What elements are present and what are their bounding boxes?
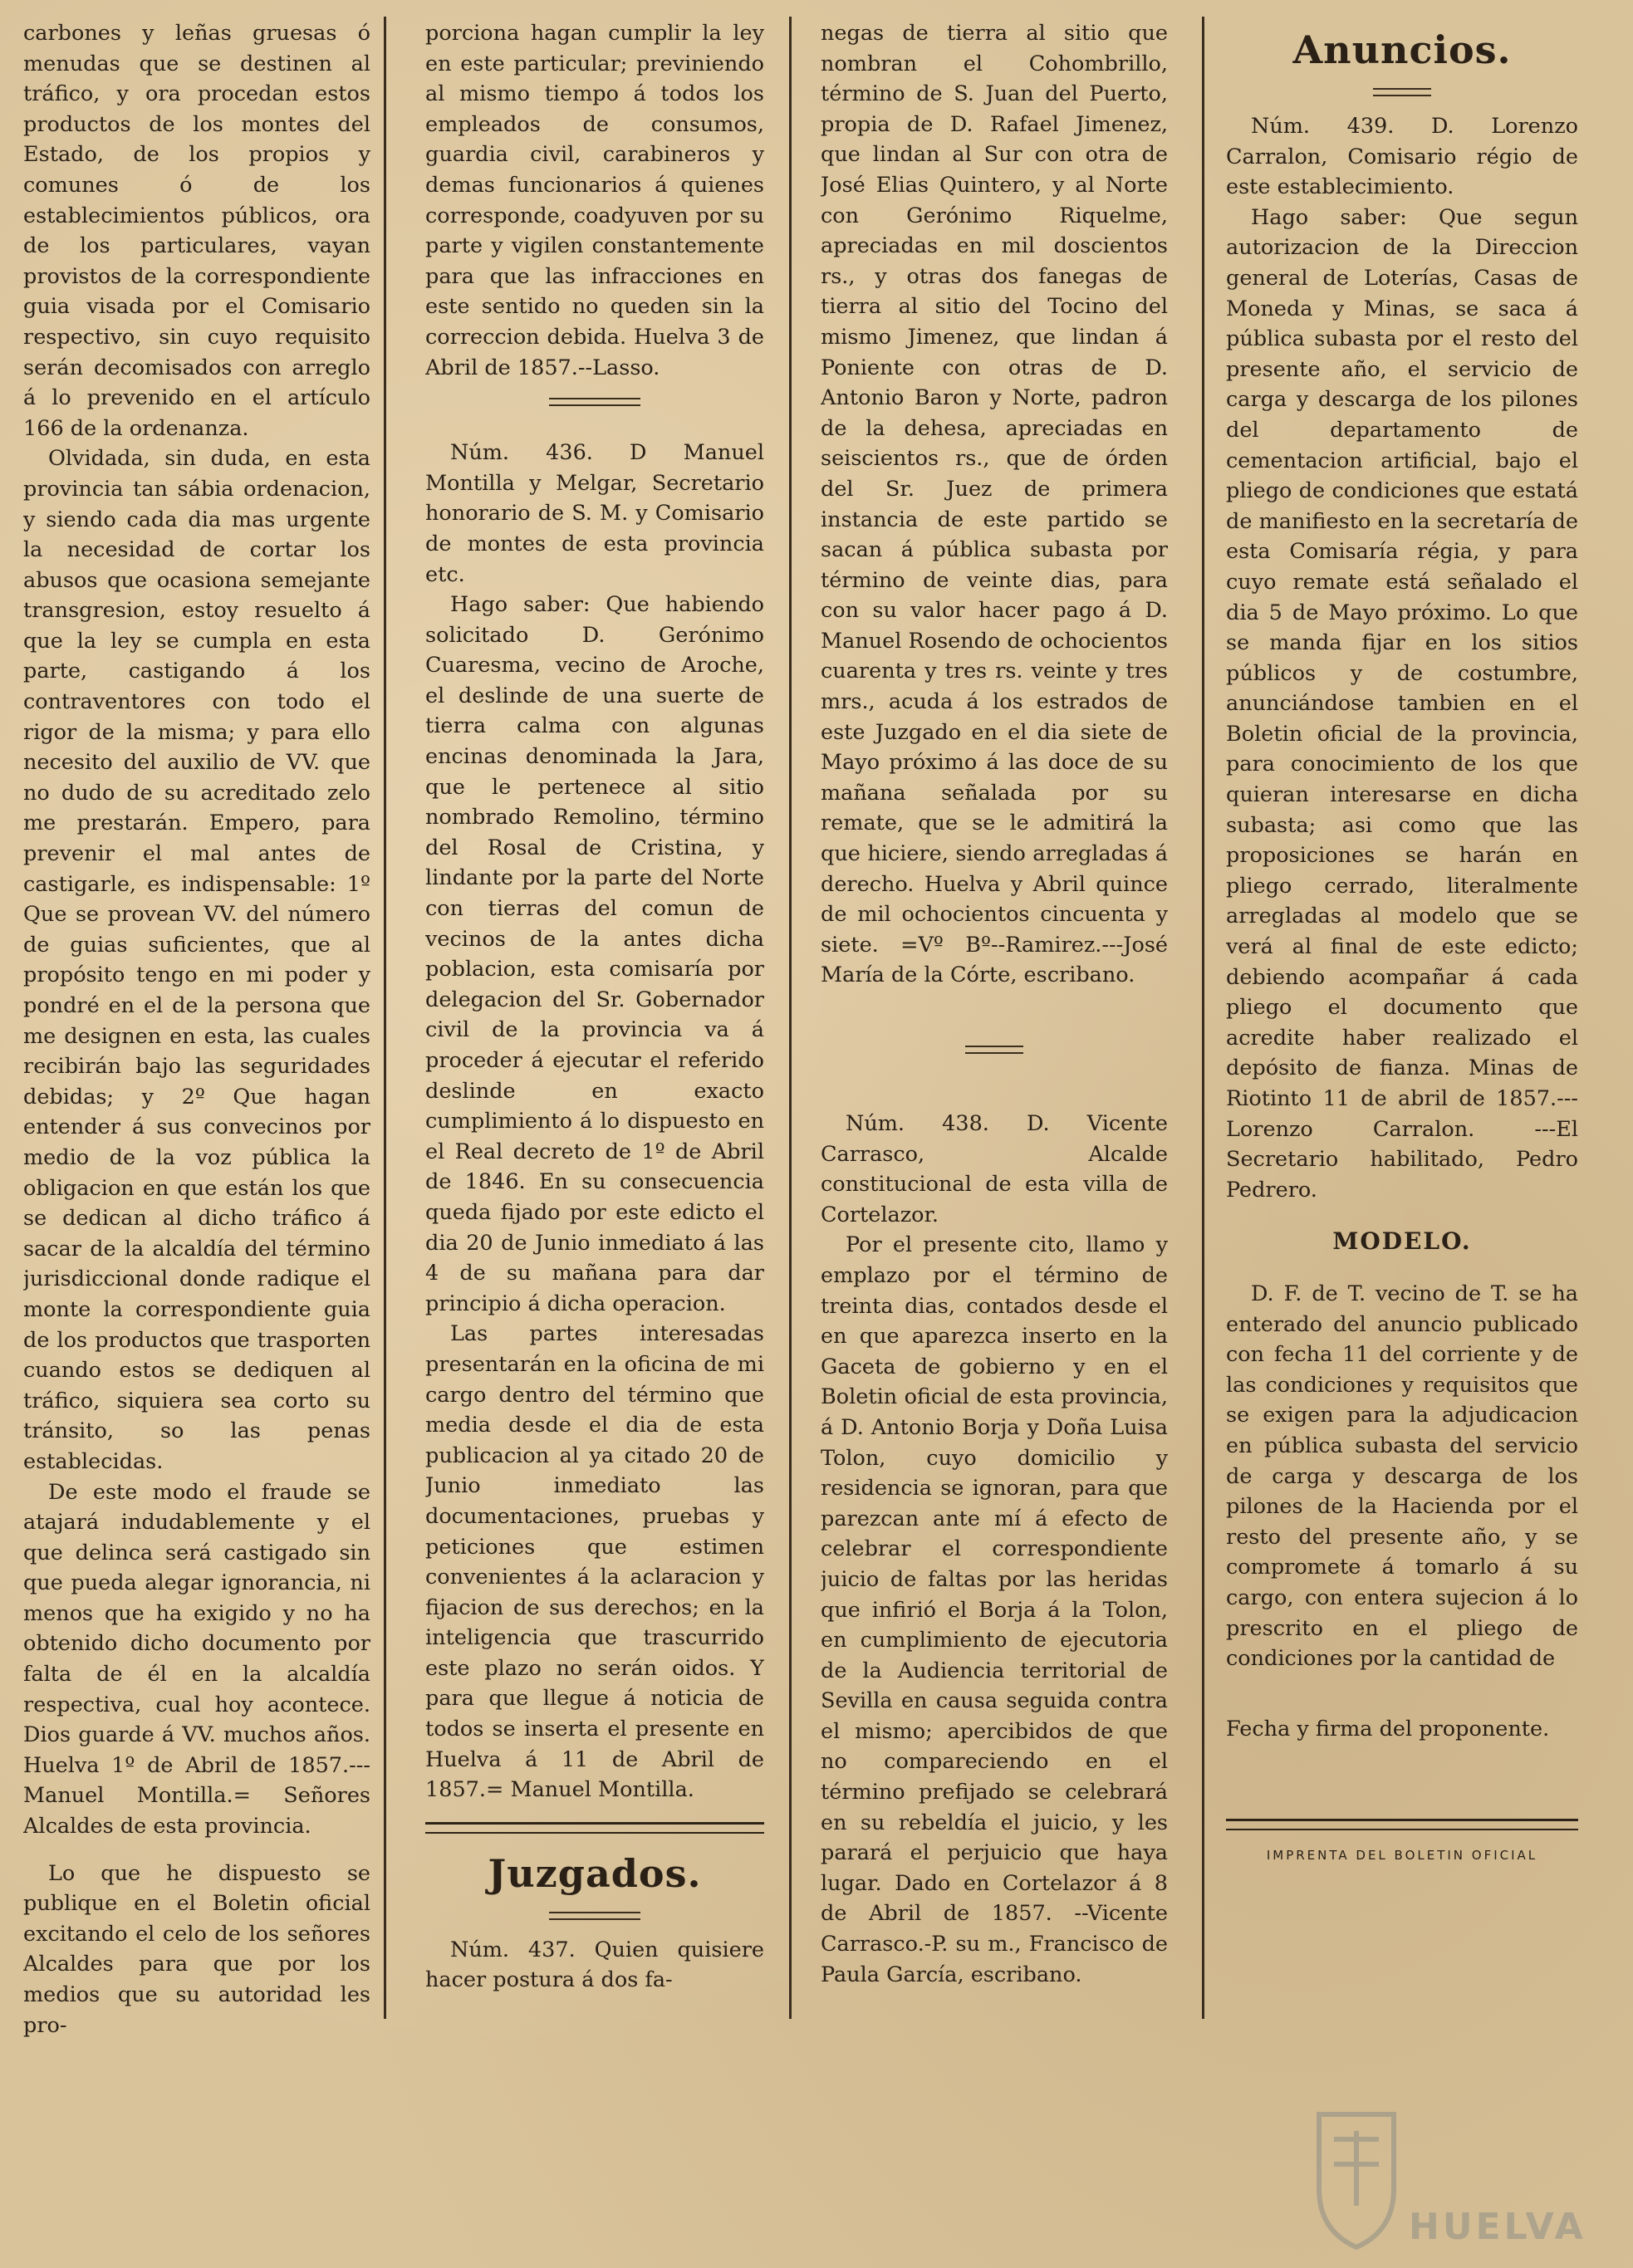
column-4 xyxy=(1226,18,1578,2235)
section-title-anuncios: Anuncios. xyxy=(1292,27,1512,72)
column-rule xyxy=(384,17,386,2019)
paragraph: Hago saber: Que segun autorizacion de la Direccion general de Loterías, Casas de Moneda y Minas, se saca á pública subasta por el resto del presente año, el servicio de carga y descarga de los pilones del departamento de cementacion artificial, bajo el pliego de condiciones que estatá de manifiesto en la secretaría de esta Comisaría régia, y para cuyo remate está señalado el dia 5 de Mayo próximo. Lo que se manda fijar en los sitios públicos y de costumbre, anunciándose tambien en el Boletin oficial de la provincia, para conocimiento de los que quieran interesarse en dicha subasta; asi como que las proposiciones se harán en pliego cerrado, literalmente arregladas al modelo que se verá al final de este edicto; debiendo acompañar á cada pliego el documento que acredite haber realizado el depósito de fianza. Minas de Riotinto 11 de abril de 1857.---Lorenzo Carralon. ---El Secretario habilitado, Pedro Pedrero. xyxy=(1226,204,1578,1203)
paragraph: Olvidada, sin duda, en esta provincia tan sábia ordenacion, y siendo cada dia mas urgente la necesidad de cortar los abusos que ocasiona semejante transgresion, estoy resuelto á que la ley se cumpla en esta parte, castigando á los contraventores con todo el rigor de la misma; y para ello necesito del auxilio de VV. que no dudo de su acreditado zelo me prestarán. Empero, para prevenir el mal antes de castigarle, es indispensable: 1º Que se provean VV. del número de guias suficientes, que al propósito tengo en mi poder y pondré en el de la persona que me designen en esta, las cuales recibirán bajo las seguridades debidas; y 2º Que hagan entender á sus convecinos por medio de la voz pública la obligacion en que están los que se dedican al dicho tráfico á sacar de la alcaldía del término jurisdiccional donde radique el monte la correspondiente guia de los productos que trasporten cuando estos se dediquen al tráfico, siquiera sea corto su tránsito, so las penas establecidas. xyxy=(23,446,370,1474)
paragraph: De este modo el fraude se atajará indudablemente y el que delinca será castigado sin que pueda alegar ignorancia, ni menos que ha exigido y no ha obtenido dicho documento por falta de él en la alcaldía respectiva, cual hoy acontece. Dios guarde á VV. muchos años. Huelva 1º de Abril de 1857.---Manuel Montilla.= Señores Alcaldes de esta provincia. xyxy=(23,1479,370,1839)
paragraph: porciona hagan cumplir la ley en este particular; previniendo al mismo tiempo á todos los empleados de consumos, guardia civil, carabineros y demas funcionarios á quienes corresponde, coadyuven por su parte y vigilen constantemente para que las infracciones en este sentido no queden sin la correccion debida. Huelva 3 de Abril de 1857.--Lasso. xyxy=(425,21,764,380)
ornament-divider xyxy=(549,1912,640,1920)
paragraph: negas de tierra al sitio que nombran el Cohombrillo, término de S. Juan del Puerto, propia de D. Rafael Jimenez, que lindan al Sur con otra de José Elias Quintero, y al Norte con Gerónimo Riquelme, apreciadas en mil doscientos rs., y otras dos fanegas de tierra al sitio del Tocino del mismo Jimenez, que lindan á Poniente con otras de D. Antonio Baron y Norte, padron de la dehesa, apreciadas en seiscientos rs., que de órden del Sr. Juez de primera instancia de este partido se sacan á pública subasta por término de veinte dias, para con su valor hacer pago á D. Manuel Rosendo de ochocientos cuarenta y tres rs. veinte y tres mrs., acuda á los estrados de este Juzgado en el dia siete de Mayo próximo á las doce de su mañana señalada por su remate, que se le admitirá la que hiciere, siendo arregladas á derecho. Huelva y Abril quince de mil ochocientos cincuenta y siete. =Vº Bº--Ramirez.---José María de la Córte, escribano. xyxy=(821,21,1168,988)
imprint: IMPRENTA DEL BOLETIN OFICIAL xyxy=(1266,1848,1538,1864)
paragraph: Lo que he dispuesto se publique en el Boletin oficial excitando el celo de los señores Alcaldes para que por los medios que su autoridad les pro- xyxy=(23,1860,370,2038)
modelo-title: MODELO. xyxy=(1332,1227,1472,1256)
notice-439-header: Núm. 439. D. Lorenzo Carralon, Comisario régio de este establecimiento. xyxy=(1226,114,1578,200)
ornament-divider xyxy=(549,398,640,406)
signature-line: Fecha y firma del proponente. xyxy=(1226,1716,1550,1741)
notice-438-header: Núm. 438. D. Vicente Carrasco, Alcalde constitucional de esta villa de Cortelazor. xyxy=(821,1111,1168,1227)
column-1 xyxy=(23,18,370,2235)
watermark-text: HUELVA xyxy=(1409,2206,1586,2248)
ornament-divider xyxy=(965,1046,1023,1054)
shield-icon xyxy=(1311,2106,1402,2251)
column-2 xyxy=(425,18,764,2235)
column-rule xyxy=(789,17,792,2019)
paragraph: Núm. 437. Quien quisiere hacer postura á dos fa- xyxy=(425,1937,764,1993)
ornament-divider xyxy=(1373,88,1431,96)
paragraph: carbones y leñas gruesas ó menudas que se destinen al tráfico, y ora procedan estos productos de los montes del Estado, de los propios y comunes ó de los establecimientos públicos, ora de los particulares, vayan provistos de la correspondiente guia visada por el Comisario respectivo, sin cuyo requisito serán decomisados con arreglo á lo prevenido en el artículo 166 de la ordenanza. xyxy=(23,21,370,441)
footer-divider xyxy=(1226,1819,1578,1830)
paragraph: Las partes interesadas presentarán en la oficina de mi cargo dentro del término que media desde el dia de esta publicacion al ya citado 20 de Junio inmediato las documentaciones, pruebas y peticiones que estimen convenientes á la aclaracion y fijacion de sus derechos; en la inteligencia que trascurrido este plazo no serán oidos. Y para que llegue á noticia de todos se inserta el presente en Huelva á 11 de Abril de 1857.= Manuel Montilla. xyxy=(425,1321,764,1803)
paragraph: Hago saber: Que habiendo solicitado D. Gerónimo Cuaresma, vecino de Aroche, el deslinde de una suerte de tierra calma con algunas encinas denominada la Jara, que le pertenece al sitio nombrado Remolino, término del Rosal de Cristina, y lindante por la parte del Norte con tierras del comun de vecinos de la antes dicha poblacion, esta comisaría por delegacion del Sr. Gobernador civil de la provincia va á proceder á ejecutar el referido deslinde en exacto cumplimiento á lo dispuesto en el Real decreto de 1º de Abril de 1846. En su consecuencia queda fijado por este edicto el dia 20 de Junio inmediato á las 4 de su mañana para dar principio á dicha operacion. xyxy=(425,592,764,1316)
section-title-juzgados: Juzgados. xyxy=(488,1850,702,1896)
paragraph: D. F. de T. vecino de T. se ha enterado del anuncio publicado con fecha 11 del corriente y de las condiciones y requisitos que se exigen para la adjudicacion en pública subasta del servicio de carga y descarga de los pilones de la Hacienda por el resto del presente año, y se compromete á tomarlo á su cargo, con entera sujecion á lo prescrito en el pliego de condiciones por la cantidad de xyxy=(1226,1281,1578,1672)
paragraph: Por el presente cito, llamo y emplazo por el término de treinta dias, contados desde el en que aparezca inserto en la Gaceta de gobierno y en el Boletin oficial de esta provincia, á D. Antonio Borja y Doña Luisa Tolon, cuyo domicilio y residencia se ignoran, para que parezcan ante mí á efecto de celebrar el correspondiente juicio de faltas por las heridas que infirió el Borja á la Tolon, en cumplimiento de ejecutoria de la Audiencia territorial de Sevilla en causa seguida contra el mismo; apercibidos de que no compareciendo en el término prefijado se celebrará en su rebeldía el juicio, y les parará el perjuicio que haya lugar. Dado en Cortelazor á 8 de Abril de 1857. --Vicente Carrasco.-P. su m., Francisco de Paula García, escribano. xyxy=(821,1232,1168,1987)
huelva-watermark-logo xyxy=(1311,2106,1586,2251)
column-rule xyxy=(1202,17,1204,2019)
column-3 xyxy=(821,18,1168,2235)
notice-436-header: Núm. 436. D Manuel Montilla y Melgar, Secretario honorario de S. M. y Comisario de montes de esta provincia etc. xyxy=(425,440,764,587)
section-divider xyxy=(425,1822,764,1834)
